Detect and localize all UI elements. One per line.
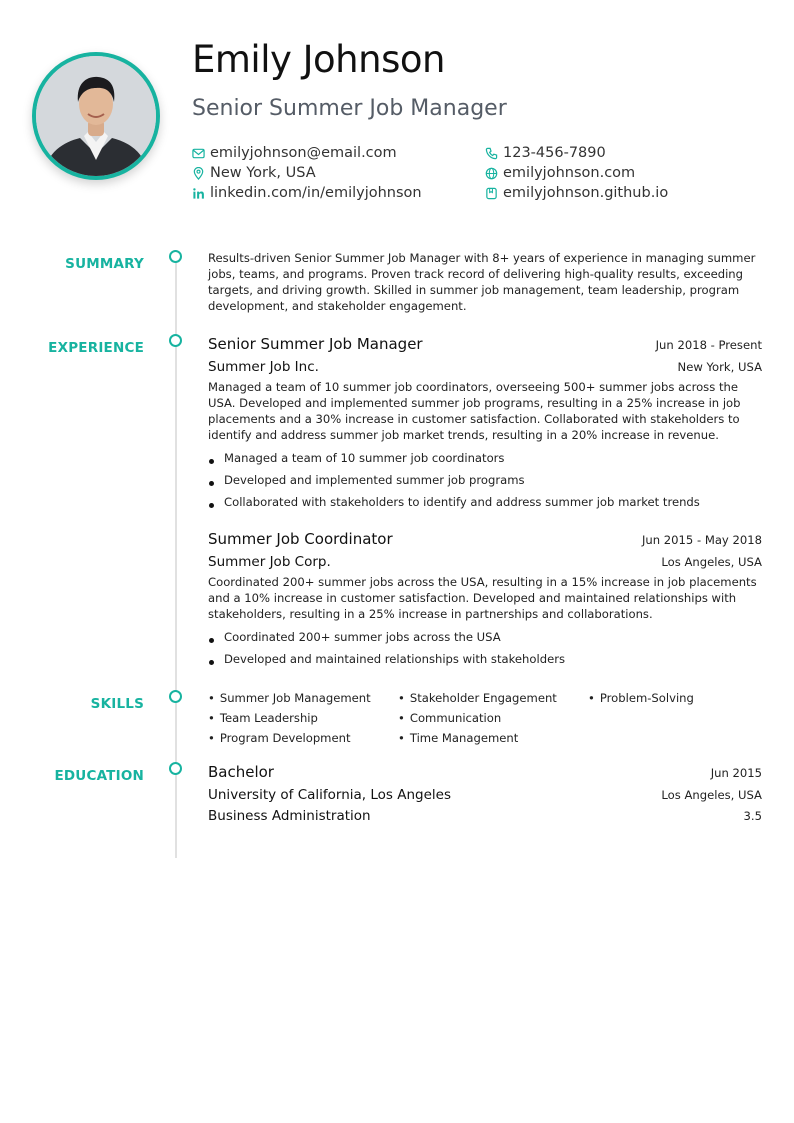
job-bullets	[208, 626, 762, 670]
experience-job-1	[208, 335, 762, 513]
list-item: Coordinated 200+ summer jobs across the USA	[208, 626, 762, 648]
contact-list-right	[485, 143, 668, 203]
list-item: Developed and maintained relationships with stakeholders	[208, 648, 762, 670]
contact-phone[interactable]	[485, 143, 668, 163]
profile-photo	[32, 52, 160, 180]
skills-timeline-dot	[169, 690, 182, 703]
contact-phone-text: 123-456-7890	[503, 145, 606, 161]
contact-website-text: emilyjohnson.com	[503, 165, 636, 181]
education-section	[208, 763, 762, 824]
contact-website[interactable]	[485, 163, 668, 183]
summary-section	[208, 250, 762, 314]
globe-icon	[485, 167, 498, 180]
job-description: Coordinated 200+ summer jobs across the USA, resulting in a 15% increase in job placements and a 10% increase in customer satisfaction. Developed and maintained relationships with stakeholders, resulting in a 25% increase in partnerships and collaborations.	[208, 575, 757, 621]
job-title: Senior Summer Job Manager	[208, 335, 423, 353]
job-date: Jun 2015 - May 2018	[641, 533, 762, 547]
contact-list-left	[192, 143, 422, 203]
linkedin-icon	[192, 187, 205, 200]
education-heading: EDUCATION	[54, 768, 144, 784]
contact-github[interactable]	[485, 183, 668, 203]
job-location: New York, USA	[677, 360, 762, 374]
skill-item: • Team Leadership	[208, 710, 398, 726]
skill-item: • Time Management	[398, 730, 588, 746]
job-company: Summer Job Corp.	[208, 554, 331, 570]
summary-heading: SUMMARY	[65, 256, 144, 272]
skills-section	[208, 690, 762, 746]
job-location: Los Angeles, USA	[661, 555, 762, 569]
skill-item: • Program Development	[208, 730, 398, 746]
location-pin-icon	[192, 167, 205, 180]
skill-item: • Communication	[398, 710, 588, 726]
education-field: Business Administration	[208, 808, 371, 824]
education-location: Los Angeles, USA	[661, 788, 762, 802]
list-item: Developed and implemented summer job programs	[208, 469, 762, 491]
portrait-image	[36, 56, 156, 176]
skills-grid	[208, 690, 762, 746]
contact-github-text: emilyjohnson.github.io	[503, 185, 669, 201]
contact-email[interactable]	[192, 143, 422, 163]
skill-item: • Summer Job Management	[208, 690, 398, 706]
experience-job-2	[208, 530, 762, 670]
summary-text: Results-driven Senior Summer Job Manager with 8+ years of experience in managing summer jobs, teams, and programs. Proven track record of delivering high-quality results, exceeding targets, and driving growth. Skilled in summer job management, team leadership, program development, and stakeholder engagement.	[208, 251, 756, 313]
education-degree: Bachelor	[208, 763, 274, 781]
contact-email-text: emilyjohnson@email.com	[210, 145, 397, 161]
phone-icon	[485, 147, 498, 160]
experience-timeline-dot	[169, 334, 182, 347]
skills-heading: SKILLS	[90, 696, 144, 712]
job-bullets	[208, 447, 762, 513]
contact-location	[192, 163, 422, 183]
education-gpa: 3.5	[743, 809, 762, 823]
github-icon	[485, 187, 498, 200]
contact-linkedin-text: linkedin.com/in/emilyjohnson	[210, 185, 422, 201]
contact-linkedin[interactable]	[192, 183, 422, 203]
skill-item: • Stakeholder Engagement	[398, 690, 588, 706]
job-company: Summer Job Inc.	[208, 359, 319, 375]
list-item: Collaborated with stakeholders to identify and address summer job market trends	[208, 491, 762, 513]
skill-empty-cell	[588, 710, 762, 726]
candidate-name: Emily Johnson	[192, 38, 445, 81]
education-timeline-dot	[169, 762, 182, 775]
summary-timeline-dot	[169, 250, 182, 263]
contact-location-text: New York, USA	[210, 165, 316, 181]
education-school: University of California, Los Angeles	[208, 787, 452, 803]
skill-item: • Problem-Solving	[588, 690, 762, 706]
experience-heading: EXPERIENCE	[48, 340, 144, 356]
job-title: Summer Job Coordinator	[208, 530, 393, 548]
job-description: Managed a team of 10 summer job coordinators, overseeing 500+ summer jobs across the USA. Developed and implemented summer job programs, resulting in a 25% increase in job placements and a 30% increase in customer satisfaction. Collaborated with stakeholders to identify and address summer job market trends, resulting in a 20% increase in revenue.	[208, 380, 741, 442]
education-date: Jun 2015	[710, 766, 762, 780]
skill-empty-cell	[588, 730, 762, 746]
job-date: Jun 2018 - Present	[655, 338, 762, 352]
candidate-title: Senior Summer Job Manager	[192, 96, 507, 121]
list-item: Managed a team of 10 summer job coordinators	[208, 447, 762, 469]
mail-icon	[192, 147, 205, 160]
